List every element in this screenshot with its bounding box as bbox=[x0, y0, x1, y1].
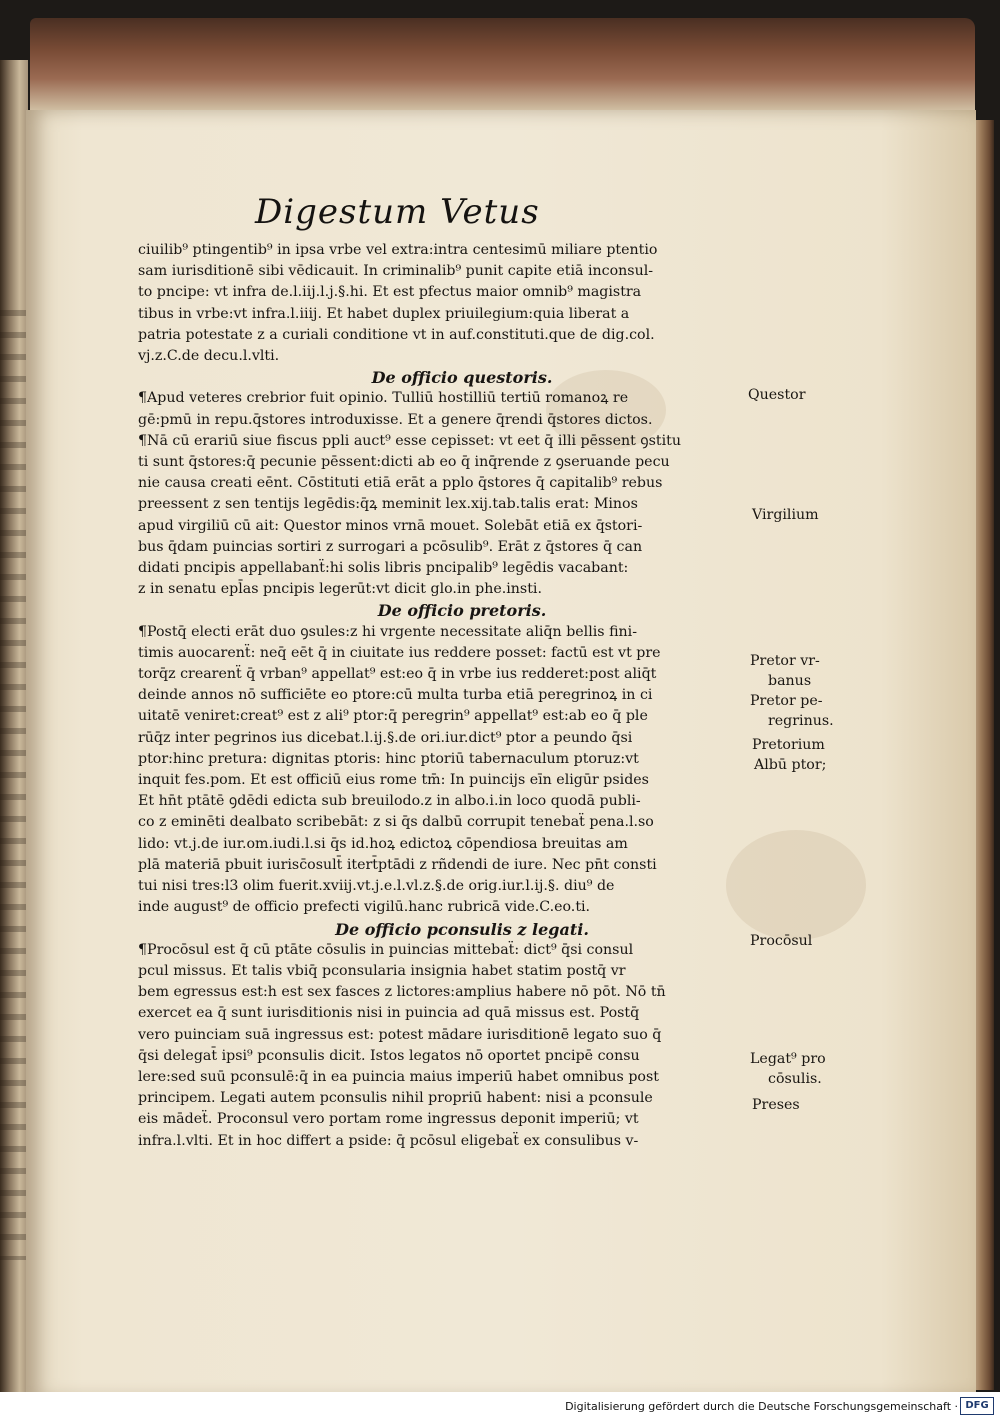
text-line: q̄si delegat̄ ipsi⁹ pconsulis dicit. Istos legatos nō oportet pncipē consu bbox=[138, 1047, 640, 1064]
text-line: pcul missus. Et talis vbiq̄ pconsularia insignia habet statim postq̄ vr bbox=[138, 962, 626, 979]
marginal-note: Preses bbox=[752, 1097, 800, 1113]
page-stain bbox=[726, 830, 866, 940]
marginal-note: Virgilium bbox=[752, 507, 819, 523]
text-line: ¶Apud veteres crebrior fuit opinio. Tulliū hostilliū tertiū romanoꝝ re bbox=[138, 390, 629, 407]
text-line: uitatē veniret:creat⁹ est z ali⁹ ptor:q̄ peregrin⁹ appellat⁹ est:ab eo q̄ ple bbox=[138, 708, 648, 725]
marginal-note: cōsulis. bbox=[768, 1071, 822, 1087]
section-heading: De officio pretoris. bbox=[377, 601, 547, 621]
text-line: nie causa creati eēnt. Cōstituti etiā erāt a pplo q̄stores q̄ capitalib⁹ rebus bbox=[138, 475, 663, 492]
text-line: principem. Legati autem pconsulis nihil propriū habent: nisi a pconsule bbox=[138, 1090, 653, 1107]
text-line: z in senatu epl̄as pncipis legerūt:vt dicit glo.in phe.insti. bbox=[138, 581, 542, 598]
text-line: deinde annos nō sufficiēte eo ptore:cū multa turba etiā peregrinoꝝ in ci bbox=[138, 687, 653, 704]
text-line: timis auocarenẗ: neq̄ eēt q̄ in ciuitate ius reddere posset: factū est vt pre bbox=[138, 644, 661, 661]
section-heading: De officio questoris. bbox=[371, 368, 553, 388]
left-page-text-sliver bbox=[0, 310, 26, 1260]
text-line: vero puinciam suā ingressus est: potest mādare iurisditionē legato suo q̄ bbox=[138, 1026, 662, 1043]
text-line: vj.z.C.de decu.l.vlti. bbox=[138, 348, 280, 365]
text-line: sam iurisditionē sibi vēdicauit. In criminalib⁹ punit capite etiā inconsul- bbox=[138, 263, 654, 280]
text-line: torq̄z crearenẗ q̄ vrban⁹ appellat⁹ est:eo q̄ in vrbe ius redderet:post aliq̄t bbox=[138, 666, 657, 683]
text-line: lere:sed suū pconsulē:q̄ in ea puincia maius imperiū habet omnibus post bbox=[138, 1068, 659, 1085]
marginal-note: Pretor pe- bbox=[750, 693, 823, 709]
marginal-note: Procōsul bbox=[750, 933, 813, 949]
marginal-note: Pretor vr- bbox=[750, 653, 820, 669]
text-line: inquit fes.pom. Et est officiū eius rome tm̄: In puincijs eīn eligūr psides bbox=[138, 772, 649, 789]
text-line: bus q̄dam puincias sortiri z surrogari a pcōsulib⁹. Erāt z q̄stores q̄ can bbox=[138, 538, 643, 555]
text-line: Et hn̄t ptātē ꝯdēdi edicta sub breuilodo.z in albo.i.in loco quodā publi- bbox=[138, 793, 641, 810]
text-line: inde august⁹ de officio prefecti vigilū.hanc rubricā vide.C.eo.ti. bbox=[138, 899, 591, 916]
text-line: preessent z sen tentijs legēdis:q̄ꝝ meminit lex.xij.tab.talis erat: Minos bbox=[138, 496, 638, 513]
text-line: infra.l.vlti. Et in hoc differt a pside: q̄ pcōsul eligebaẗ ex consulibus v- bbox=[138, 1132, 639, 1149]
text-line: bem egressus est:h est sex fasces z lictores:amplius habere nō pōt. Nō tn̄ bbox=[138, 984, 666, 1001]
main-text-block bbox=[138, 240, 746, 1152]
text-line: patria potestate z a curiali conditione vt in auf.constituti.que de dig.col. bbox=[138, 326, 655, 343]
footer-credit-text: Digitalisierung gefördert durch die Deutsche Forschungsgemeinschaft · bbox=[565, 1400, 958, 1413]
text-line: rūq̄z inter pegrinos ius dicebat.l.ij.§.de ori.iur.dict⁹ ptor a peundo q̄si bbox=[138, 729, 633, 746]
text-line: tui nisi tres:l3 olim fuerit.xviij.vt.j.e.l.vl.z.§.de orig.iur.l.ij.§. diu⁹ de bbox=[138, 878, 615, 895]
text-line: tibus in vrbe:vt infra.l.iiij. Et habet duplex priuilegium:quia liberat a bbox=[138, 305, 630, 322]
left-page-edge bbox=[0, 60, 28, 1400]
text-line: co z eminēti dealbato scribebāt: z si q̄s dalbū corrupit tenebaẗ pena.l.so bbox=[138, 814, 654, 831]
text-line: ti sunt q̄stores:q̄ pecunie pēssent:dicti ab eo q̄ inq̄rende z ꝯseruande pecu bbox=[138, 454, 670, 471]
text-line: ciuilib⁹ ptingentib⁹ in ipsa vrbe vel extra:intra centesimū miliare ptentio bbox=[138, 242, 658, 258]
text-line: ¶Postq̄ electi erāt duo ꝯsules:z hi vrgente necessitate aliq̄n bellis fini- bbox=[138, 623, 638, 640]
text-line: ptor:hinc pretura: dignitas ptoris: hinc ptoriū tabernaculum ptoruz:vt bbox=[138, 750, 639, 767]
marginal-note: Legat⁹ pro bbox=[750, 1051, 826, 1067]
marginal-note: regrinus. bbox=[768, 713, 834, 729]
text-line: apud virgiliū cū ait: Questor minos vrnā mouet. Solebāt etiā ex q̄stori- bbox=[138, 517, 643, 534]
marginal-note: Pretorium bbox=[752, 737, 825, 753]
dfg-logo: DFG bbox=[960, 1397, 994, 1415]
running-head: Digestum Vetus bbox=[255, 192, 540, 232]
footer-bar bbox=[0, 1392, 1000, 1420]
text-line: exercet ea q̄ sunt iurisditionis nisi in puincia ad quā missus est. Postq̄ bbox=[138, 1005, 640, 1022]
text-line: didati pncipis appellabanẗ:hi solis libris pncipalib⁹ legēdis vacabant: bbox=[138, 560, 629, 577]
text-line: eis mādeẗ. Proconsul vero portam rome ingressus deponit imperiū; vt bbox=[138, 1111, 639, 1128]
text-line: ¶Procōsul est q̄ cū ptāte cōsulis in puincias mittebaẗ: dict⁹ q̄si consul bbox=[138, 941, 634, 958]
text-line: to pncipe: vt infra de.l.iij.l.j.§.hi. Et est pfectus maior omnib⁹ magistra bbox=[138, 284, 642, 301]
marginal-note: Questor bbox=[748, 387, 806, 403]
text-line: plā materiā pbuit iurisc̄osult̄ itert̄ptādi z rñdendi de iure. Nec pn̄t consti bbox=[138, 856, 657, 873]
marginal-note: Albū ptor; bbox=[754, 757, 827, 773]
text-line: gē:pmū in repu.q̄stores introduxisse. Et a genere q̄rendi q̄stores dictos. bbox=[138, 411, 653, 428]
section-heading: De officio pconsulis z legati. bbox=[335, 919, 589, 939]
text-line: lido: vt.j.de iur.om.iudi.l.si q̄s id.hoꝝ edictoꝝ cōpendiosa breuitas am bbox=[138, 835, 628, 852]
marginal-note: banus bbox=[768, 673, 812, 689]
text-line: ¶Nā cū erariū siue fiscus ppli auct⁹ esse cepisset: vt eet q̄ illi pēssent ꝯstitu bbox=[138, 432, 681, 449]
